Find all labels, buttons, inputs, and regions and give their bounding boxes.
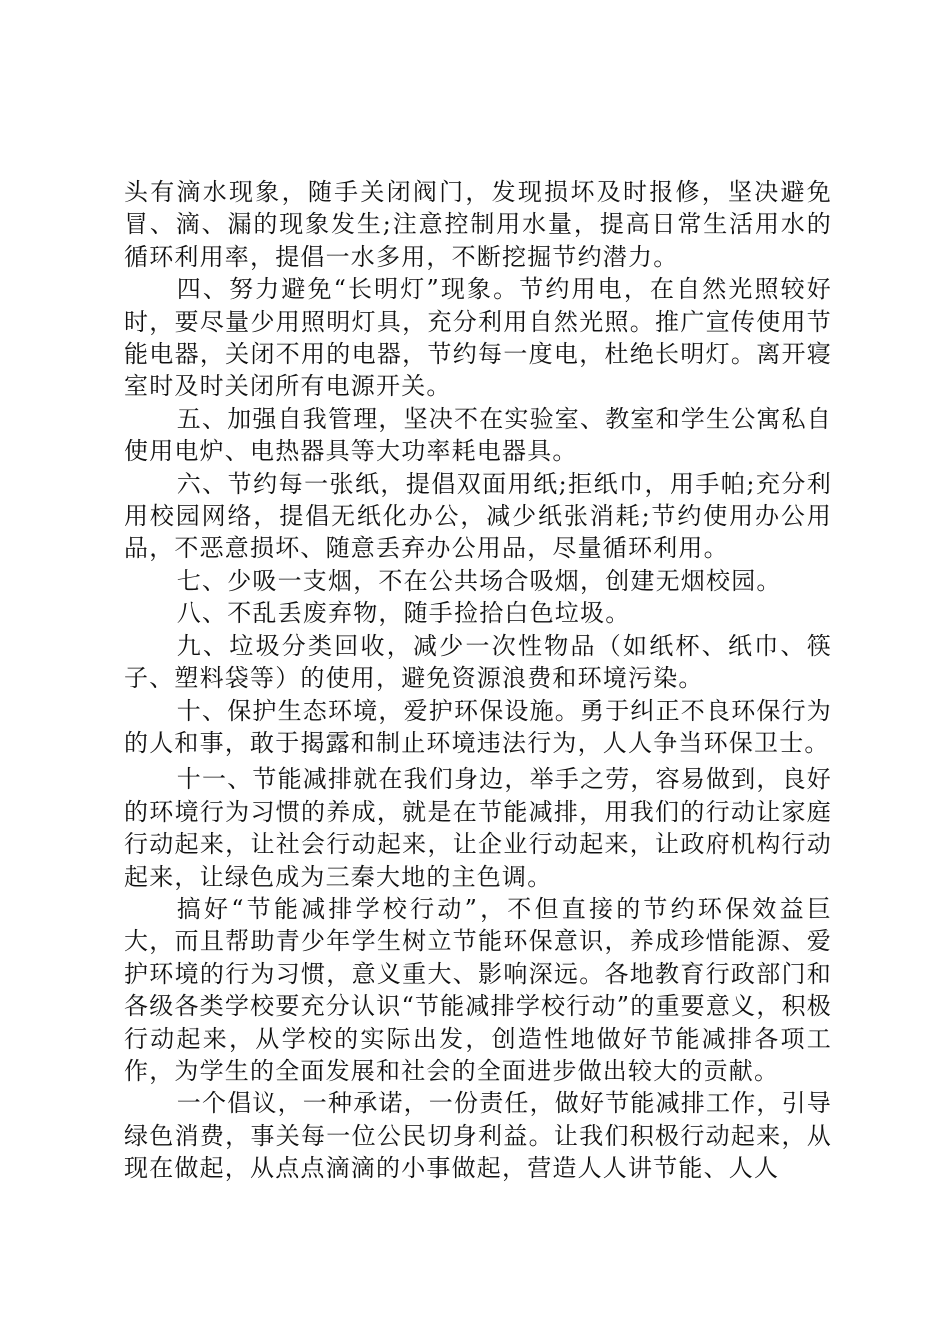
paragraph-item-10: 十、保护生态环境，爱护环保设施。勇于纠正不良环保行为的人和事，敢于揭露和制止环境违法行为，人人争当环保卫士。	[124, 696, 832, 757]
paragraph-item-11: 十一、节能减排就在我们身边，举手之劳，容易做到，良好的环境行为习惯的养成，就是在节能减排，用我们的行动让家庭行动起来，让社会行动起来，让企业行动起来，让政府机构行动起来，让绿色成为三秦大地的主色调。	[124, 765, 832, 891]
paragraph-continuation: 头有滴水现象，随手关闭阀门，发现损坏及时报修，坚决避免冒、滴、漏的现象发生;注意控制用水量，提高日常生活用水的循环利用率，提倡一水多用，不断挖掘节约潜力。	[124, 178, 832, 271]
paragraph-item-5: 五、加强自我管理，坚决不在实验室、教室和学生公寓私自使用电炉、电热器具等大功率耗电器具。	[124, 404, 832, 466]
paragraph-item-9: 九、垃圾分类回收，减少一次性物品（如纸杯、纸巾、筷子、塑料袋等）的使用，避免资源浪费和环境污染。	[124, 631, 832, 693]
paragraph-item-8: 八、不乱丢废弃物，随手捡拾白色垃圾。	[176, 599, 631, 628]
paragraph-item-6: 六、节约每一张纸，提倡双面用纸;拒纸巾，用手帕;充分利用校园网络，提倡无纸化办公，减少纸张消耗;节约使用办公用品，不恶意损坏、随意丢弃办公用品，尽量循环利用。	[124, 469, 832, 563]
document-body	[124, 176, 832, 1185]
paragraph-closing: 一个倡议，一种承诺，一份责任，做好节能减排工作，引导绿色消费，事关每一位公民切身利益。让我们积极行动起来，从现在做起，从点点滴滴的小事做起，营造人人讲节能、人人	[124, 1089, 832, 1183]
paragraph-item-4: 四、努力避免“长明灯”现象。节约用电，在自然光照较好时，要尽量少用照明灯具，充分利用自然光照。推广宣传使用节能电器，关闭不用的电器，节约每一度电，杜绝长明灯。离开寝室时及时关闭所有电源开关。	[124, 275, 832, 401]
paragraph-item-7: 七、少吸一支烟，不在公共场合吸烟，创建无烟校园。	[176, 566, 782, 595]
paragraph-school-action: 搞好“节能减排学校行动”，不但直接的节约环保效益巨大，而且帮助青少年学生树立节能环保意识，养成珍惜能源、爱护环境的行为习惯，意义重大、影响深远。各地教育行政部门和各级各类学校要充分认识“节能减排学校行动”的重要意义，积极行动起来，从学校的实际出发，创造性地做好节能减排各项工作，为学生的全面发展和社会的全面进步做出较大的贡献。	[124, 894, 832, 1085]
